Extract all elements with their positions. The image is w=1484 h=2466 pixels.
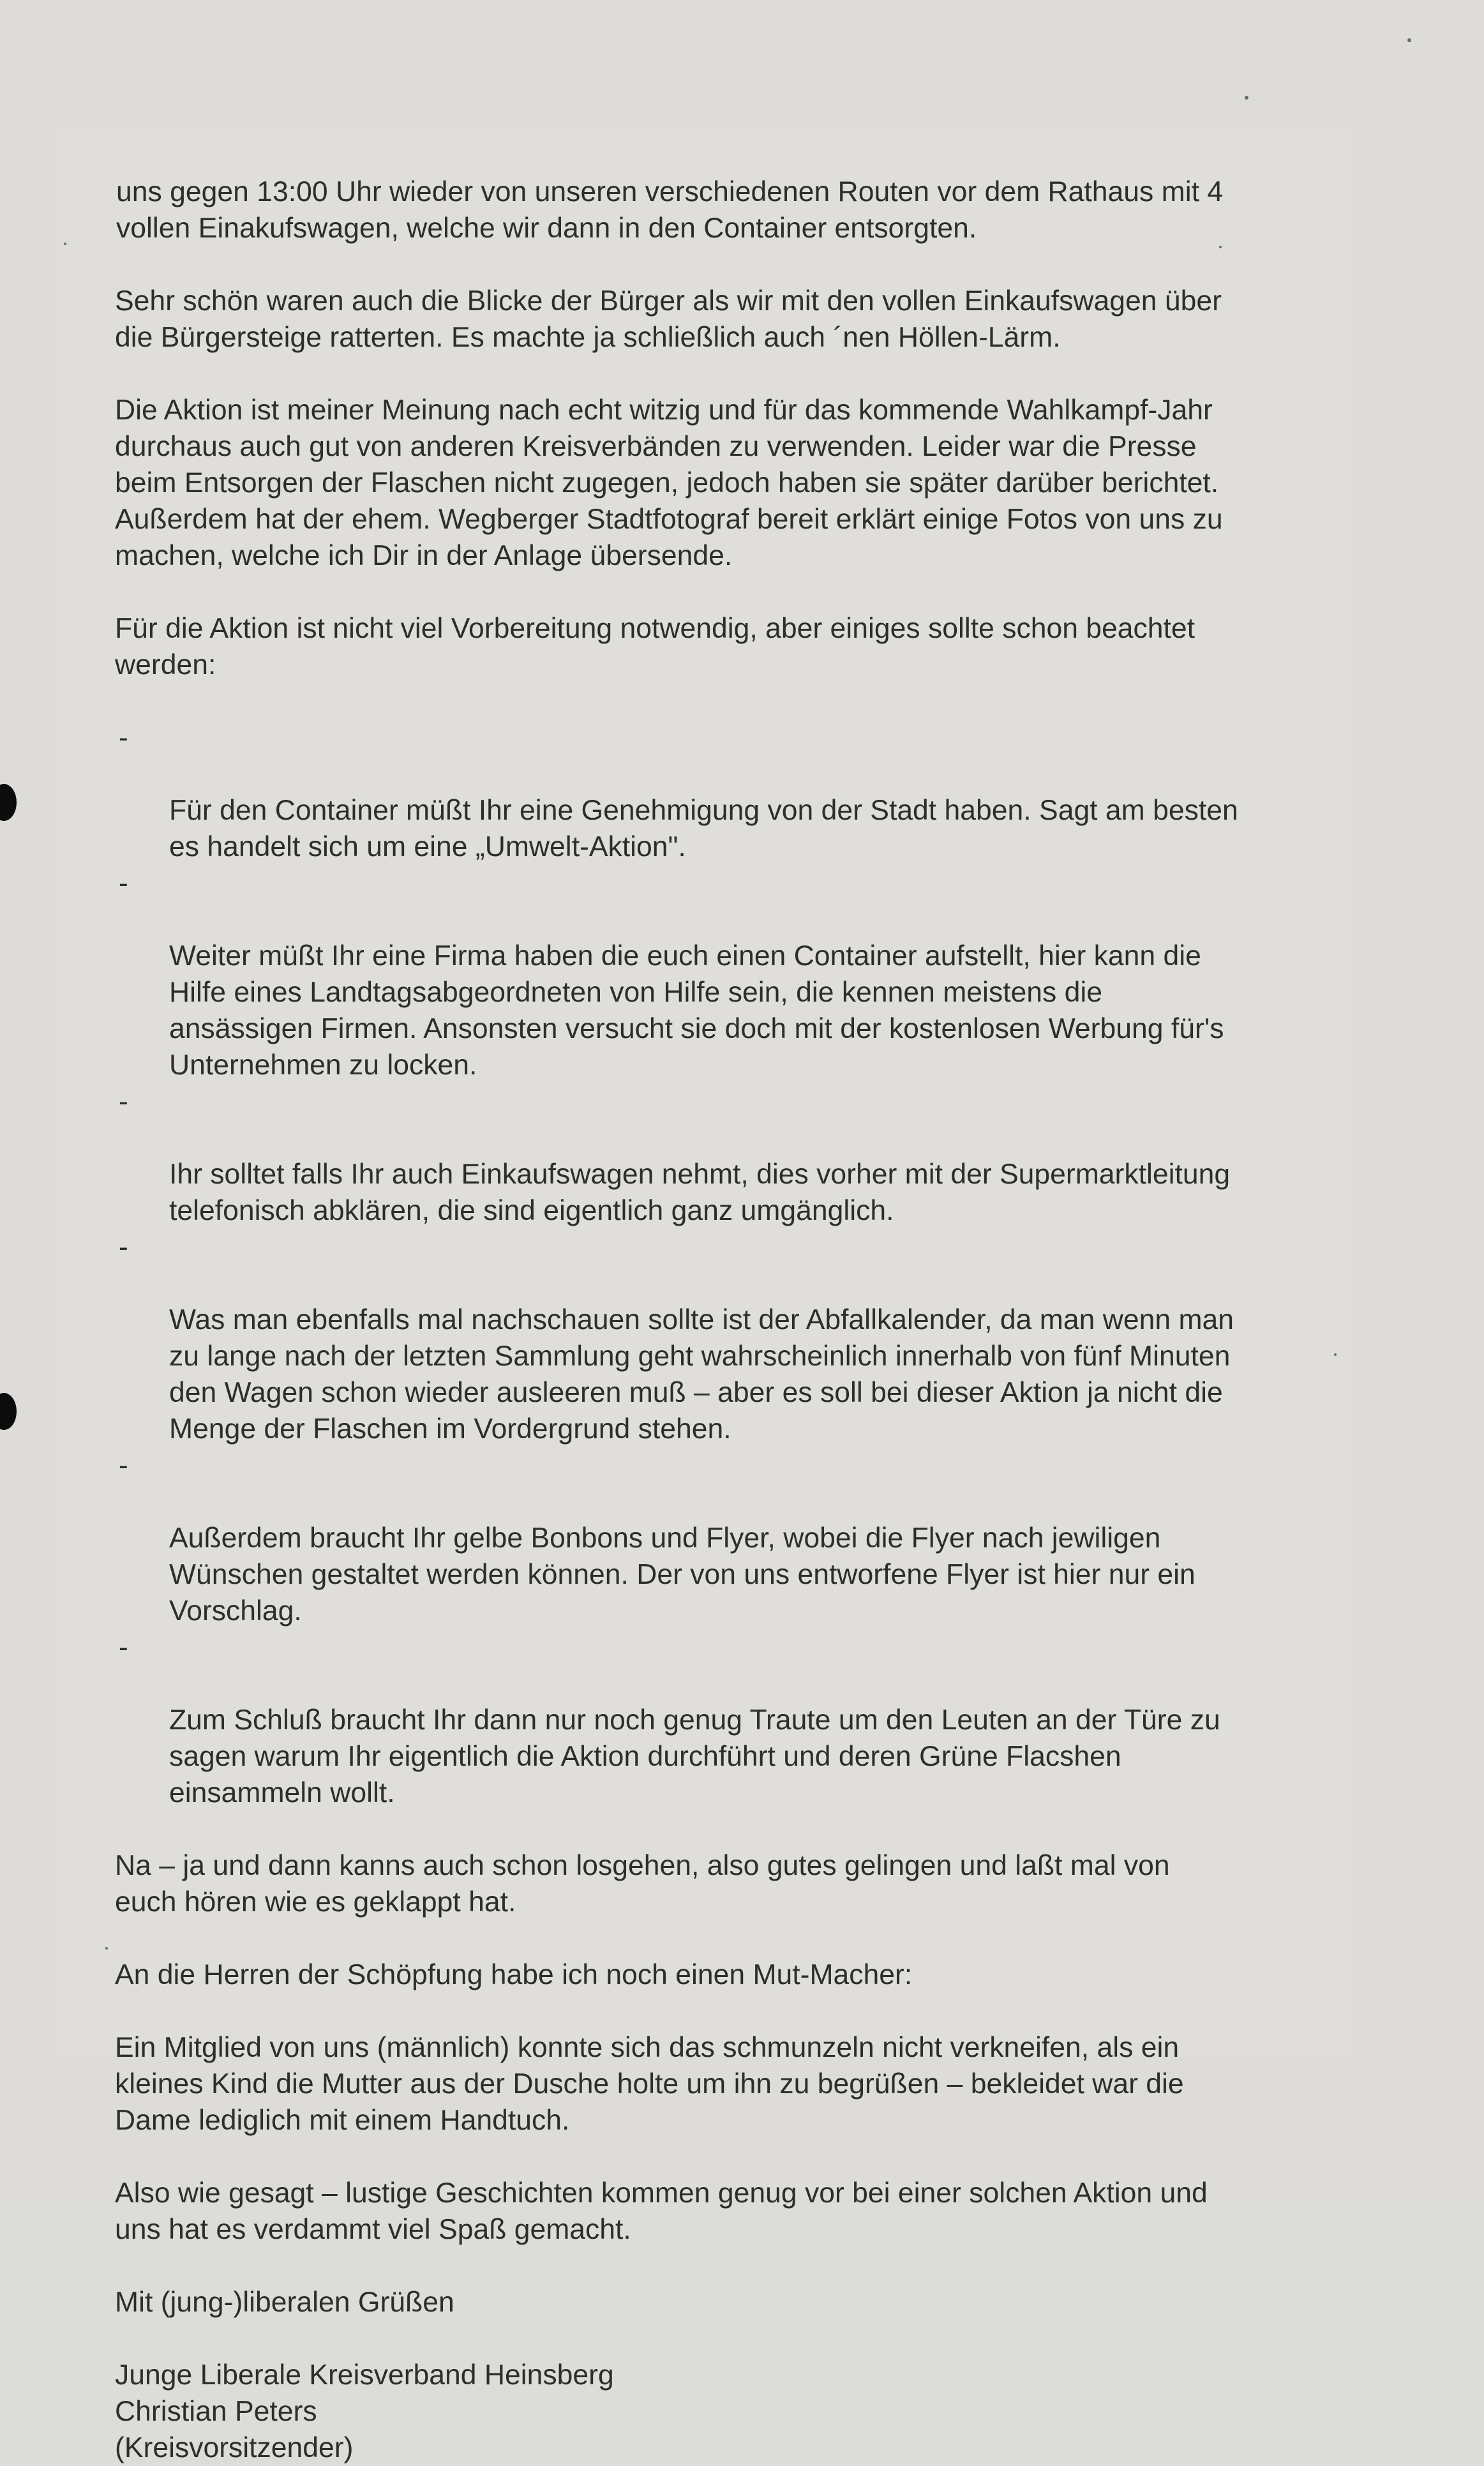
signature-role: (Kreisvorsitzender) — [115, 2432, 354, 2463]
list-item — [115, 719, 1366, 865]
bullet-dash: - — [119, 1450, 128, 1481]
paragraph: An die Herren der Schöpfung habe ich noch einen Mut-Macher: — [115, 1959, 913, 1990]
list-item-text: Außerdem braucht Ihr gelbe Bonbons und Flyer, wobei die Flyer nach jewiligen Wünschen gestaltet werden können. Der von uns entworfene Flyer ist hier nur ein Vorschlag. — [169, 1522, 1195, 1627]
requirements-list — [115, 719, 1366, 1811]
bullet-dash: - — [119, 868, 128, 899]
paper-speck — [1407, 38, 1411, 42]
signature-name: Christian Peters — [115, 2396, 317, 2427]
paragraph: Für die Aktion ist nicht viel Vorbereitung notwendig, aber einiges sollte schon beachtet werden: — [115, 613, 1195, 680]
paragraph: Ein Mitglied von uns (männlich) konnte sich das schmunzeln nicht verkneifen, als ein kleines Kind die Mutter aus der Dusche holte um ihn zu begrüßen – bekleidet war die Dame lediglich mit einem Handtuch. — [115, 2032, 1184, 2136]
paragraph: Na – ja und dann kanns auch schon losgehen, also gutes gelingen und laßt mal von euch hören wie es geklappt hat. — [115, 1850, 1170, 1918]
bullet-dash: - — [119, 1231, 128, 1263]
list-item — [115, 865, 1366, 1083]
list-item — [115, 1083, 1366, 1229]
paragraph: Sehr schön waren auch die Blicke der Bürger als wir mit den vollen Einkaufswagen über die Bürgersteige ratterten. Es machte ja schließlich auch ´nen Höllen-Lärm. — [115, 285, 1222, 353]
paragraph: Die Aktion ist meiner Meinung nach echt witzig und für das kommende Wahlkampf-Jahr durchaus auch gut von anderen Kreisverbänden zu verwenden. Leider war die Presse beim Entsorgen der Flaschen nicht zugegen, jedoch haben sie später darüber berichtet. Außerdem hat der ehem. Wegberger Stadtfotograf bereit erklärt einige Fotos von uns zu machen, welche ich Dir in der Anlage übersende. — [115, 395, 1223, 571]
paragraph: Also wie gesagt – lustige Geschichten kommen genug vor bei einer solchen Aktion und uns hat es verdammt viel Spaß gemacht. — [115, 2177, 1208, 2245]
bullet-dash: - — [119, 1086, 128, 1117]
punch-hole — [0, 1393, 17, 1430]
bullet-dash: - — [119, 1632, 128, 1663]
closing-greeting: Mit (jung-)liberalen Grüßen — [115, 2287, 454, 2318]
paper-speck — [64, 243, 66, 245]
paper-speck — [1245, 96, 1248, 100]
paragraph: uns gegen 13:00 Uhr wieder von unseren verschiedenen Routen vor dem Rathaus mit 4 vollen Einakufswagen, welche wir dann in den Container entsorgten. — [116, 176, 1224, 244]
list-item-text: Was man ebenfalls mal nachschauen sollte ist der Abfallkalender, da man wenn man zu lange nach der letzten Sammlung geht wahrscheinlich innerhalb von fünf Minuten den Wagen schon wieder ausleeren muß – aber es soll bei dieser Aktion ja nicht die Menge der Flaschen im Vordergrund stehen. — [169, 1304, 1234, 1445]
list-item — [115, 1229, 1366, 1447]
paper-speck — [105, 1947, 108, 1950]
list-item-text: Zum Schluß braucht Ihr dann nur noch genug Traute um den Leuten an der Türe zu sagen warum Ihr eigentlich die Aktion durchführt und deren Grüne Flacshen einsammeln wollt. — [169, 1704, 1220, 1808]
letter-body — [115, 174, 1366, 2466]
list-item-text: Ihr solltet falls Ihr auch Einkaufswagen nehmt, dies vorher mit der Supermarktleitung telefonisch abklären, die sind eigentlich ganz umgänglich. — [169, 1159, 1231, 1226]
bullet-dash: - — [119, 722, 128, 753]
signature-organization: Junge Liberale Kreisverband Heinsberg — [115, 2359, 614, 2391]
punch-hole — [0, 784, 17, 821]
list-item — [115, 1629, 1366, 1811]
list-item-text: Weiter müßt Ihr eine Firma haben die euch einen Container aufstellt, hier kann die Hilfe eines Landtagsabgeordneten von Hilfe sein, die kennen meistens die ansässigen Firmen. Ansonsten versucht sie doch mit der kostenlosen Werbung für's Unternehmen zu locken. — [169, 940, 1224, 1081]
list-item-text: Für den Container müßt Ihr eine Genehmigung von der Stadt haben. Sagt am besten es handelt sich um eine „Umwelt-Aktion". — [169, 795, 1238, 862]
signature-block — [115, 2357, 1366, 2466]
list-item — [115, 1447, 1366, 1629]
